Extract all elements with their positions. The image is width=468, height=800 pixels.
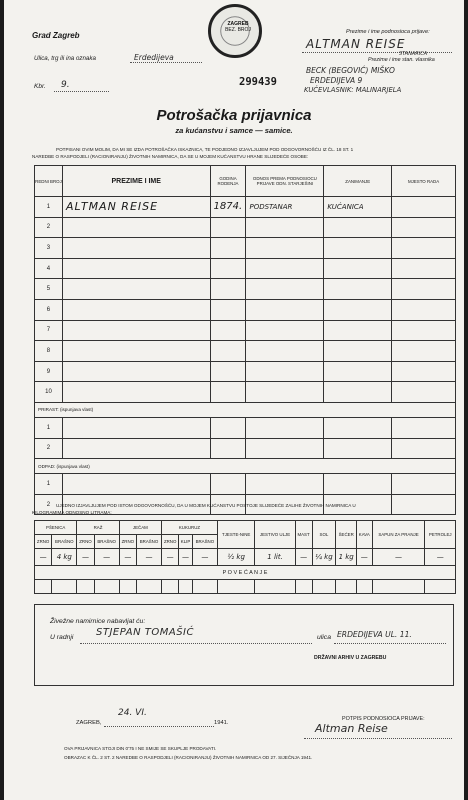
col-header-name: PREZIME I IME <box>62 166 210 197</box>
table-row: 5 <box>35 279 456 300</box>
owner-address: ERDEDIJEVA 9 <box>310 76 363 85</box>
table-row: 6 <box>35 299 456 320</box>
archive-stamp: DRŽAVNI ARHIV U ZAGREBU <box>314 655 387 661</box>
supplier-box <box>34 604 454 686</box>
street-value: Erdedijeva <box>134 53 174 62</box>
table-row: 10 <box>35 382 456 403</box>
food-group-row: PŠENICA RAŽ JEČAM KUKURUZ TJESTE-NINE JESTIVO ULJE MAST SOL ŠEĆER KAVA SAPUN ZA PRANJE PETROLEJ <box>35 521 456 535</box>
persons-table <box>34 165 456 515</box>
form-subtitle: za kućanstvu i samce — samice. <box>175 126 293 135</box>
food-stock-table <box>34 520 456 594</box>
shop-label: U radnji <box>50 634 74 641</box>
house-label: Kbr. <box>34 83 46 90</box>
signature-label: POTPIS PODNOSIOCA PRIJAVE: <box>342 716 425 722</box>
col-header-relation: ODNOS PREMA PODNOSIOCU PRIJAVE ODN. STARJEŠINI <box>246 166 324 197</box>
footer-note-1: OVA PRIJAVNICA STOJI DIN 0'75 I NE SMIJE SE SKUPLJE PRODAVATI. <box>64 746 217 751</box>
food-values-row: — 4 kg — — — — — — — ½ kg 1 lit. — ¼ kg 1 kg — — — <box>35 549 456 566</box>
owner-trade: KUĆEVLASNIK: MALINARJELA <box>304 86 402 94</box>
form-sheet <box>4 0 464 800</box>
table-header-row <box>35 166 456 197</box>
table-row: 1 ALTMAN REISE 1874. PODSTANAR KUĆANICA <box>35 197 456 218</box>
odpad-section: ODPAD: (ispunjava vlast) <box>35 459 456 474</box>
supplier-street: ERDEDIJEVA UL. 11. <box>337 630 412 639</box>
table-row: 2 <box>35 217 456 238</box>
shop-value: STJEPAN TOMAŠIĆ <box>96 627 194 638</box>
supplier-label: Živežne namirnice nabavljat ću: <box>50 618 146 625</box>
stock-line-2: KILOGRAMIMA ODNOSNO LITRAMA: <box>32 510 112 515</box>
intro-line-2: NAREDBE O RASPODJELI (RACIONIRANJU) ŽIVOTNIH NAMIRNICA, DA SE U MOJEM KUĆANSTVU HRANE SLIJEDEĆE OSOBE: <box>32 154 309 159</box>
signature-value: Altman Reise <box>315 722 388 735</box>
applicant-note: STANARICA <box>399 51 428 57</box>
povecanje-empty-row <box>35 580 456 594</box>
form-number: 299439 <box>239 76 277 88</box>
stock-line-1: UJEDNO IZJAVLJUJEM POD ISTOM ODGOVORNOŠĆU, DA U MOJEM KUĆANSTVU POSTOJE SLIJEDEĆE ZALIHE ŽIVOTNIH NAMIRNICA U <box>56 503 356 508</box>
table-row: 1 <box>35 474 456 495</box>
street-label-2: ulica <box>317 634 331 641</box>
footer-place: ZAGREB, <box>76 720 102 726</box>
prirast-section: PRIRAST: (ispunjava vlast) <box>35 402 456 417</box>
city-label: Grad Zagreb <box>32 31 80 40</box>
table-row: 8 <box>35 341 456 362</box>
table-row: 4 <box>35 258 456 279</box>
house-value: 9. <box>61 80 70 90</box>
official-stamp: ZAGREB BEZ. BROJ <box>208 4 262 58</box>
applicant-label: Prezime i ime podnosioca prijave: <box>346 29 430 35</box>
street-label: Ulica, trg ili ina oznaka <box>34 55 96 62</box>
footer-year: 1941. <box>214 720 229 726</box>
col-header-place: MJESTO RADA <box>392 166 456 197</box>
intro-line-1: POTPISANI OVIM MOLIM, DA MI SE IZDA POTROŠAČKA ISKAZNICA, TE PODJEDNO IZJAVLJUJEM POD ODGOVORNOŠĆU IZ ČL. 18 ST. 1 <box>56 147 354 152</box>
table-row: 1 <box>35 417 456 438</box>
footer-note-2: OBRAZAC K ČL. 2 ST. 2 NAREDBE O RASPODJELI (RACIONIRANJU) ŽIVOTNIH NAMIRNICA OD 27. SIJEČNJA 1941. <box>64 755 313 760</box>
owner-label: Prezime i ime stan. vlasnika <box>368 57 435 63</box>
footer-date: 24. VI. <box>118 708 147 718</box>
form-title: Potrošačka prijavnica <box>156 107 312 124</box>
col-header-job: ZANIMANJE <box>324 166 392 197</box>
col-header-year: GODINA RODENJA <box>210 166 246 197</box>
table-row: 3 <box>35 238 456 259</box>
table-row: 7 <box>35 320 456 341</box>
col-header-no: REDNI BROJ <box>35 166 63 197</box>
povecanje-row: P O V E Ć A N J E <box>35 566 456 580</box>
table-row: 9 <box>35 361 456 382</box>
applicant-value: ALTMAN REISE <box>306 37 406 51</box>
owner-value: BECK (BEGOVIĆ) MIŠKO <box>306 66 395 75</box>
table-row: 2 <box>35 494 456 515</box>
table-row: 2 <box>35 438 456 459</box>
food-sub-row: ZRNO BRAŠNO ZRNO BRAŠNO ZRNO BRAŠNO ZRNO KLIP BRAŠNO <box>35 535 456 549</box>
